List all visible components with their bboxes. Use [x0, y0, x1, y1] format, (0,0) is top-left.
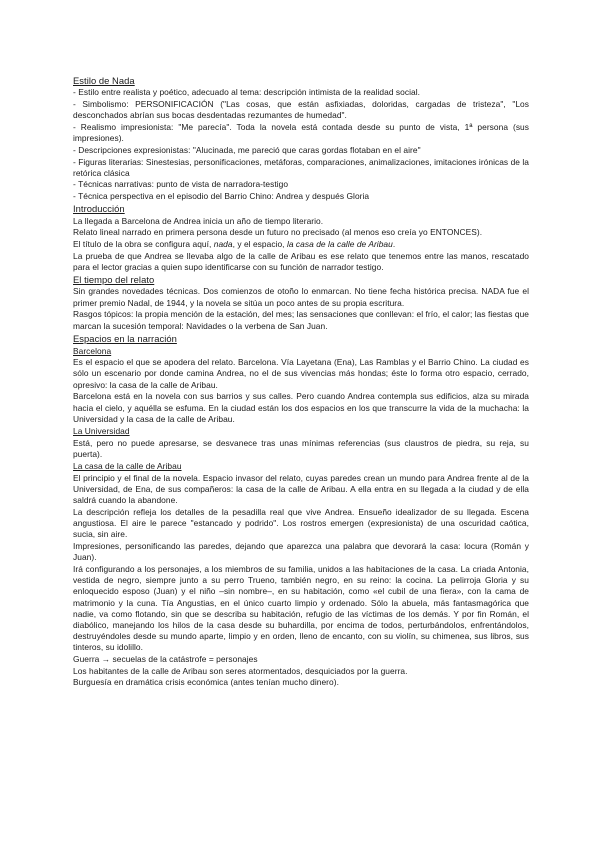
text-span: .	[392, 239, 396, 250]
heading-estilo: Estilo de Nada	[73, 75, 135, 86]
paragraph: La llegada a Barcelona de Andrea inicia un año de tiempo literario.	[73, 215, 324, 226]
paragraph: Guerra → secuelas de la catástrofe = personajes	[73, 654, 258, 665]
paragraph: Los habitantes de la calle de Aribau son seres atormentados, desquiciados por la guerra.	[73, 665, 408, 676]
subheading-casa-aribau: La casa de la calle de Aribau	[73, 461, 182, 472]
paragraph: El principio y el final de la novela. Espacio invasor del relato, cuyas paredes crean un mundo para Andrea frente al de la Universidad, de Ena, de sus compañeros: la casa de la calle de Aribau. A ella entra en su llegada a la ciudad y de ella saldrá cuando la abandone.	[73, 472, 529, 506]
paragraph: La descripción refleja los detalles de la pesadilla real que vive Andrea. Ensueño idealizador de su llegada. Escena angustiosa. El aire le parece "estancado y podrido". Los rostros emergen (expresionista) de una oscuridad caótica, sucia, sin aire.	[73, 506, 529, 540]
paragraph: Irá configurando a los personajes, a los miembros de su familia, unidos a las habitaciones de la casa. La criada Antonia, vestida de negro, siempre junto a su perro Trueno, también negro, en su reino: la cocina. La pelirroja Gloria y su enloquecido esposo (Juan) y el niño –sin nombre–, en su habitación, como «el cubil de una fiera», con la cama de matrimonio y la cuna. Tía Angustias, en el único cuarto limpio y ordenado. Sólo la abuela, más fantasmagórica que nadie, va como flotando, sin que se describa su habitación, refugio de las víctimas de los demás. Y por fin Román, el diabólico, manejando los hilos de la casa desde su buhardilla, por encima de todos, perturbándolos, enfrentándolos, destruyéndoles desde su mundo aparte, limpio y en orden, lleno de encanto, con su violín, su chimenea, sus libros, sus tinteros, su idolillo.	[73, 563, 529, 653]
italic-title-nada: nada	[213, 239, 233, 250]
subheading-barcelona: Barcelona	[73, 345, 112, 356]
estilo-line: - Figuras literarias: Sinestesias, personificaciones, metáforas, comparaciones, animalizaciones, imitaciones irónicas de la retórica clásica	[73, 156, 529, 178]
heading-introduccion: Introducción	[73, 203, 125, 215]
estilo-line: - Realismo impresionista: "Me parecía". Toda la novela está contada desde su punto de vista, 1ª persona (sus impresiones).	[73, 121, 529, 144]
estilo-line: - Estilo entre realista y poético, adecuado al tema: descripción intimista de la realidad social.	[73, 87, 421, 98]
paragraph: Rasgos tópicos: la propia mención de la estación, del mes; las sensaciones que conllevan: el frío, el calor; las fiestas que marcan la sucesión temporal: Navidades o la verbena de San Juan.	[73, 309, 529, 331]
text-span: El título de la obra se configura aquí,	[73, 239, 214, 250]
paragraph: Es el espacio el que se apodera del relato. Barcelona. Vía Layetana (Ena), Las Ramblas y el Barrio Chino. La ciudad es sólo un escenario por donde camina Andrea, no el de sus vivencias más hondas; éste lo forma otro espacio, cerrado, opresivo: la casa de la calle de Aribau.	[73, 357, 529, 390]
paragraph-titulo	[73, 239, 529, 250]
heading-espacios: Espacios en la narración	[73, 332, 177, 344]
subheading-universidad: La Universidad	[73, 425, 130, 436]
paragraph: Relato lineal narrado en primera persona desde un futuro no precisado (al menos eso creía yo ENTONCES).	[73, 227, 483, 238]
document-page	[73, 74, 529, 689]
estilo-line: - Simbolismo: PERSONIFICACIÓN ("Las cosas, que están asfixiadas, doloridas, cargadas de tristeza", "Los desconchados abrían sus bocas desdentadas rezumantes de humedad".	[73, 99, 529, 121]
text-span: , y el espacio,	[232, 239, 287, 250]
estilo-line: - Técnicas narrativas: punto de vista de narradora-testigo	[73, 179, 289, 190]
paragraph: Sin grandes novedades técnicas. Dos comienzos de otoño lo enmarcan. No tiene fecha histórica precisa. NADA fue el primer premio Nadal, de 1944, y la novela se sitúa un poco antes de su propia escritura.	[73, 286, 529, 308]
paragraph: Está, pero no puede apresarse, se desvanece tras unas mínimas referencias (sus claustros de piedra, su reja, su puerta).	[73, 437, 529, 459]
italic-casa-aribau: la casa de la calle de Aribau	[286, 239, 393, 250]
paragraph: Barcelona está en la novela con sus barrios y sus calles. Pero cuando Andrea contempla sus edificios, alza su mirada hacia el cielo, y aquélla se esfuma. En la ciudad están los dos espacios en los que transcurre la vida de la muchacha: la Universidad y la casa de la calle de Aribau.	[73, 391, 529, 424]
paragraph: La prueba de que Andrea se llevaba algo de la calle de Aribau es ese relato que tenemos entre las manos, rescatado para el lector gracias a quien supo identificarse con su función de narrador testigo.	[73, 250, 529, 272]
heading-tiempo: El tiempo del relato	[73, 274, 155, 286]
estilo-line: - Técnica perspectiva en el episodio del Barrio Chino: Andrea y después Gloria	[73, 191, 370, 202]
estilo-line: - Descripciones expresionistas: "Alucinada, me pareció que caras gordas flotaban en el aire"	[73, 144, 421, 155]
paragraph: Impresiones, personificando las paredes, dejando que aparezca una palabra que devorará la casa: locura (Román y Juan).	[73, 541, 529, 563]
paragraph: Burguesía en dramática crisis económica (antes tenían mucho dinero).	[73, 677, 339, 688]
